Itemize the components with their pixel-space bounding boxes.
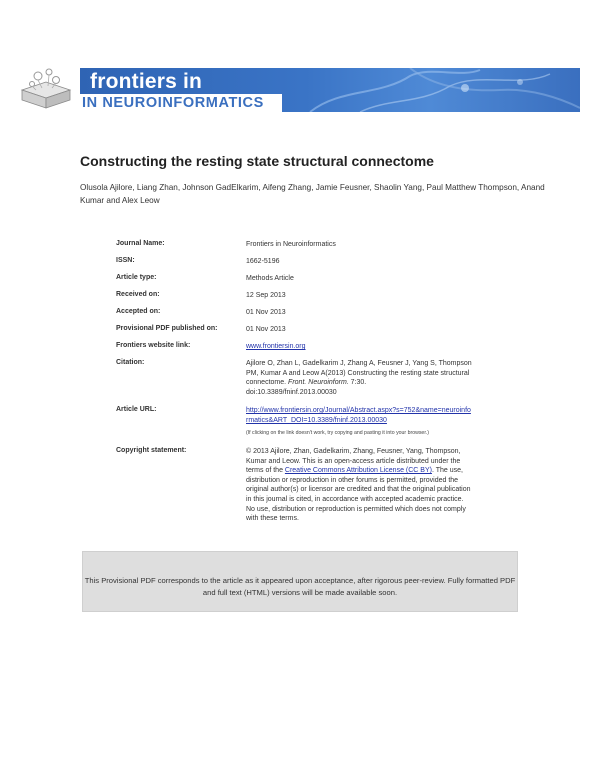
citation-text: Ajilore O, Zhan L, Gadelkarim J, Zhang A, Feusner J, Yang S, Thompson PM, Kumar A and Leow A(2013) Constructing the resting state structural connectome. <box>246 360 472 387</box>
citation-volume: 7:30. <box>348 379 367 387</box>
received-label: Received on: <box>116 291 160 298</box>
article-url-link[interactable]: http://www.frontiersin.org/Journal/Abstract.aspx?s=752&name=neuroinformatics&ART_DOI=10.3389/fninf.2013.00030 <box>246 407 471 424</box>
article-type-value: Methods Article <box>246 275 294 282</box>
website-label: Frontiers website link: <box>116 342 191 349</box>
brand-frontiers-in: frontiers in <box>90 70 203 93</box>
citation-value <box>246 359 472 397</box>
copyright-value <box>246 447 472 524</box>
cc-by-license-link[interactable]: Creative Commons Attribution License (CC BY) <box>284 467 432 475</box>
journal-banner <box>18 64 580 112</box>
url-note: (If clicking on the link doesn't work, try copying and pasting it into your browser.) <box>246 430 429 437</box>
brand-journal-name: IN NEUROINFORMATICS <box>80 94 282 112</box>
citation-doi: doi:10.3389/fninf.2013.00030 <box>246 388 337 396</box>
copyright-label: Copyright statement: <box>116 447 187 454</box>
copyright-text-pre: © 2013 Ajilore, Zhan, Gadelkarim, Zhang, Feusner, Yang, Thompson, Kumar and Leow. This is an open-access article distributed under the terms of the <box>246 448 461 475</box>
url-label: Article URL: <box>116 406 157 413</box>
issn-value: 1662-5196 <box>246 258 280 265</box>
accepted-label: Accepted on: <box>116 308 161 315</box>
accepted-value: 01 Nov 2013 <box>246 309 286 316</box>
frontiers-logo-icon <box>18 64 74 108</box>
article-title: Constructing the resting state structural connectome <box>80 153 434 169</box>
journal-name-label: Journal Name: <box>116 240 165 247</box>
citation-journal: Front. Neuroinform. <box>288 379 349 387</box>
journal-name-value: Frontiers in Neuroinformatics <box>246 241 336 248</box>
provisional-notice-box <box>82 551 518 612</box>
issn-label: ISSN: <box>116 257 135 264</box>
provisional-value: 01 Nov 2013 <box>246 326 286 333</box>
provisional-notice-text: This Provisional PDF corresponds to the article as it appeared upon acceptance, after rigorous peer-review. Fully formatted PDF and full text (HTML) versions will be made available soon. <box>84 576 516 597</box>
article-type-label: Article type: <box>116 274 157 281</box>
provisional-label: Provisional PDF published on: <box>116 325 218 332</box>
website-link[interactable]: www.frontiersin.org <box>246 343 306 350</box>
received-value: 12 Sep 2013 <box>246 292 286 299</box>
author-list: Olusola Ajilore, Liang Zhan, Johnson GadElkarim, Aifeng Zhang, Jamie Feusner, Shaolin Yang, Paul Matthew Thompson, Anand Kumar and Alex Leow <box>80 183 545 205</box>
citation-label: Citation: <box>116 359 145 366</box>
copyright-text-post: . The use, distribution or reproduction in other forums is permitted, provided the original author(s) or licensor are credited and that the original publication in this journal is cited, in accordance with accepted academic practice. No use, distribution or reproduction is permitted which does not comply with these terms. <box>246 467 471 523</box>
